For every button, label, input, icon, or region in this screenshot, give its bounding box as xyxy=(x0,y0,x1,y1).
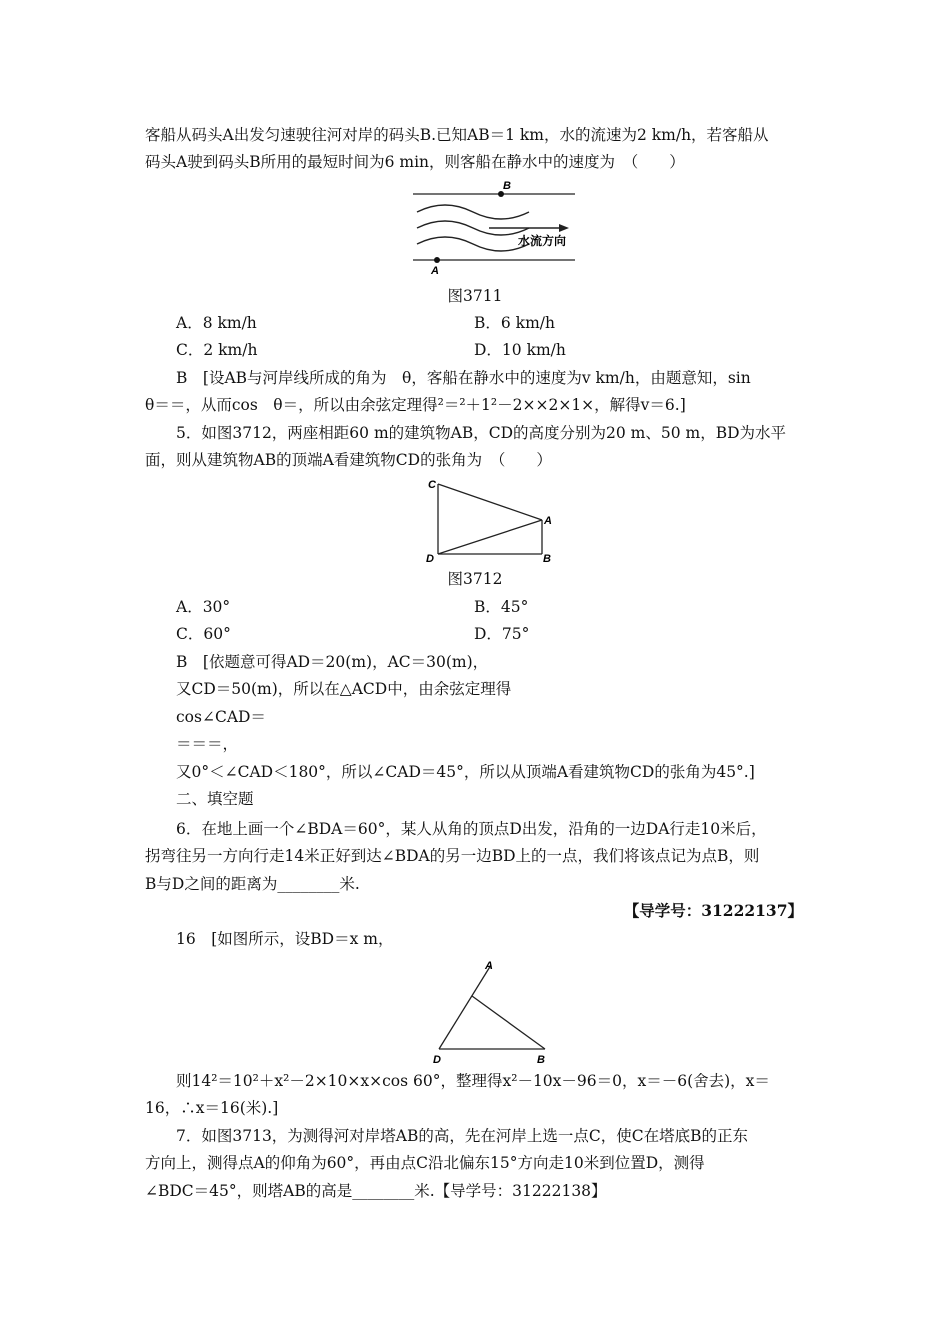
figure-3712-buildings xyxy=(420,474,560,566)
q5-option-c: C．60° xyxy=(176,625,231,643)
figure-q6-triangle xyxy=(425,955,565,1065)
q4-option-b: B．6 km/h xyxy=(474,314,555,332)
section-heading: 二、填空题 xyxy=(176,790,254,808)
q7-line-1: 7．如图3713，为测得河对岸塔AB的高，先在河岸上选一点C，使C在塔底B的正东 xyxy=(176,1127,749,1145)
q7-line-3: ∠BDC＝45°，则塔AB的高是________米.【导学号：31222138】 xyxy=(145,1182,607,1200)
q5-answer-line-5: 又0°＜∠CAD＜180°，所以∠CAD＝45°，所以从顶端A看建筑物CD的张角为45°.] xyxy=(176,763,755,781)
q5-option-d: D．75° xyxy=(474,625,530,643)
q6-line-2: 拐弯往另一方向行走14米正好到达∠BDA的另一边BD上的一点，我们将该点记为点B，则 xyxy=(145,847,760,865)
q6-line-1: 6．在地上画一个∠BDA＝60°，某人从角的顶点D出发，沿角的一边DA行走10米后， xyxy=(176,820,767,838)
q5-answer-line-4: ＝＝＝， xyxy=(176,735,239,753)
q5-answer-line-3: cos∠CAD＝ xyxy=(176,708,266,726)
fig3-label-b: B xyxy=(537,1054,545,1065)
q5-option-a: A．30° xyxy=(176,598,231,616)
q6-guide-number: 【导学号：31222137】 xyxy=(623,901,803,920)
fig2-label-c: C xyxy=(428,479,436,491)
q6-answer-line-1: 16 [如图所示，设BD＝x m， xyxy=(176,930,394,948)
q4-answer-line-2: θ＝＝，从而cos θ＝，所以由余弦定理得²＝²＋1²－2××2×1×，解得v＝6.] xyxy=(145,396,686,414)
figure-3711-caption: 图3711 xyxy=(447,287,503,305)
q5-line-1: 5．如图3712，两座相距60 m的建筑物AB，CD的高度分别为20 m、50 m，BD为水平 xyxy=(176,424,787,442)
q4-line-1: 客船从码头A出发匀速驶往河对岸的码头B.已知AB＝1 km，水的流速为2 km/h，若客船从 xyxy=(145,126,769,144)
q7-line-2: 方向上，测得点A的仰角为60°，再由点C沿北偏东15°方向走10米到位置D，测得 xyxy=(145,1154,705,1172)
q4-option-d: D．10 km/h xyxy=(474,341,566,359)
q4-option-a: A．8 km/h xyxy=(176,314,257,332)
q4-answer-line-1: B [设AB与河岸线所成的角为 θ，客船在静水中的速度为v km/h，由题意知，sin xyxy=(176,369,751,387)
fig3-label-a: A xyxy=(485,960,493,972)
q6-answer-line-2: 则14²＝10²＋x²－2×10×x×cos 60°，整理得x²－10x－96＝0，x＝－6(舍去)，x＝ xyxy=(176,1072,770,1090)
q4-line-2: 码头A驶到码头B所用的最短时间为6 min，则客船在静水中的速度为 （ ） xyxy=(145,153,685,171)
q5-option-b: B．45° xyxy=(474,598,529,616)
q5-answer-line-1: B [依题意可得AD＝20(m)，AC＝30(m)， xyxy=(176,653,489,671)
q6-line-3: B与D之间的距离为________米. xyxy=(145,875,360,893)
fig2-label-b: B xyxy=(543,553,551,565)
q6-answer-line-3: 16，∴x＝16(米).] xyxy=(145,1099,279,1117)
fig2-label-d: D xyxy=(426,553,434,565)
q5-line-2: 面，则从建筑物AB的顶端A看建筑物CD的张角为 （ ） xyxy=(145,451,552,469)
fig1-flow-direction-label: 水流方向 xyxy=(518,234,567,248)
fig3-label-d: D xyxy=(433,1054,441,1065)
q4-option-c: C．2 km/h xyxy=(176,341,258,359)
figure-3712-caption: 图3712 xyxy=(447,570,503,588)
figure-3711-river xyxy=(405,178,585,278)
q5-answer-line-2: 又CD＝50(m)，所以在△ACD中，由余弦定理得 xyxy=(176,680,512,698)
fig2-label-a: A xyxy=(544,515,552,527)
fig1-label-a: A xyxy=(431,265,439,277)
fig1-label-b: B xyxy=(503,180,511,192)
